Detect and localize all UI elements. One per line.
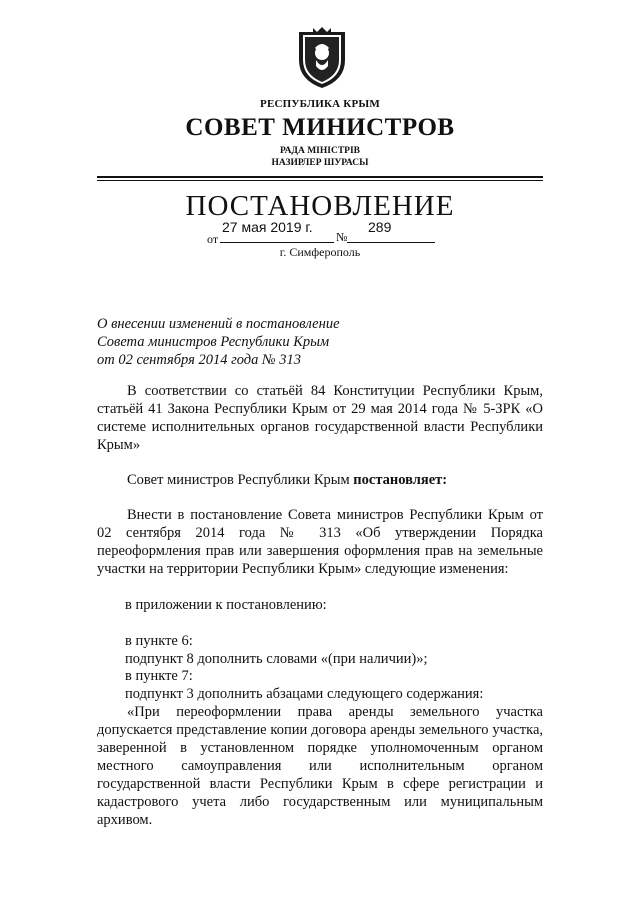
subject-line-1: О внесении изменений в постановление	[97, 316, 340, 332]
subclause-3-line: подпункт 3 дополнить абзацами следующего содержания:	[125, 686, 484, 702]
date-underline	[220, 242, 334, 243]
legal-basis-paragraph: В соответствии со статьёй 84 Конституции Республики Крым, статьёй 41 Закона Республики Крым от 29 мая 2014 года № 5-ЗРК «О системе исполнительных органов государственной власти Республики Крым»	[97, 383, 543, 453]
council-name-crimean-tatar: НАЗИРЛЕР ШУРАСЫ	[271, 158, 369, 168]
decree-city: г. Симферополь	[279, 245, 361, 259]
subject-line-2: Совета министров Республики Крым	[97, 334, 330, 350]
number-underline	[347, 242, 435, 243]
decree-date: 27 мая 2019 г.	[222, 219, 313, 235]
council-name: СОВЕТ МИНИСТРОВ	[185, 114, 455, 141]
amendment-paragraph: Внести в постановление Совета министров Республики Крым от 02 сентября 2014 года № 313 «Об утверждении Порядка переоформления прав или завершения оформления прав на земельные участки на территории Республики Крым» следующие изменения:	[97, 507, 543, 577]
republic-name: РЕСПУБЛИКА КРЫМ	[260, 98, 380, 110]
header-divider-thick	[97, 176, 543, 178]
decree-title: ПОСТАНОВЛЕНИЕ	[185, 190, 455, 222]
decree-number: 289	[368, 219, 392, 235]
resolution-paragraph	[97, 471, 543, 489]
annex-line: в приложении к постановлению:	[125, 597, 327, 613]
clause-7-line: в пункте 7:	[125, 668, 193, 684]
date-from-label: от	[207, 232, 219, 246]
coat-of-arms-icon	[293, 26, 351, 90]
inserted-text-paragraph: «При переоформлении права аренды земельного участка допускается представление копии договора аренды земельного участка, заверенной в установленном порядке уполномоченным органом местного самоуправления или исполнительным органом государственной власти Республики Крым в сфере регистрации и кадастрового учета либо государственным или муниципальным архивом.	[97, 704, 543, 828]
decree-subject	[97, 315, 340, 369]
council-name-ukrainian: РАДА МІНІСТРІВ	[279, 146, 360, 156]
number-sign: №	[336, 230, 348, 244]
header-divider-thin	[97, 180, 543, 181]
subject-line-3: от 02 сентября 2014 года № 313	[97, 352, 302, 368]
subclause-8-line: подпункт 8 дополнить словами «(при наличии)»;	[125, 651, 428, 667]
clause-6-line: в пункте 6:	[125, 633, 193, 649]
resolution-verb: постановляет:	[353, 472, 448, 488]
resolution-text: Совет министров Республики Крым	[127, 472, 354, 488]
